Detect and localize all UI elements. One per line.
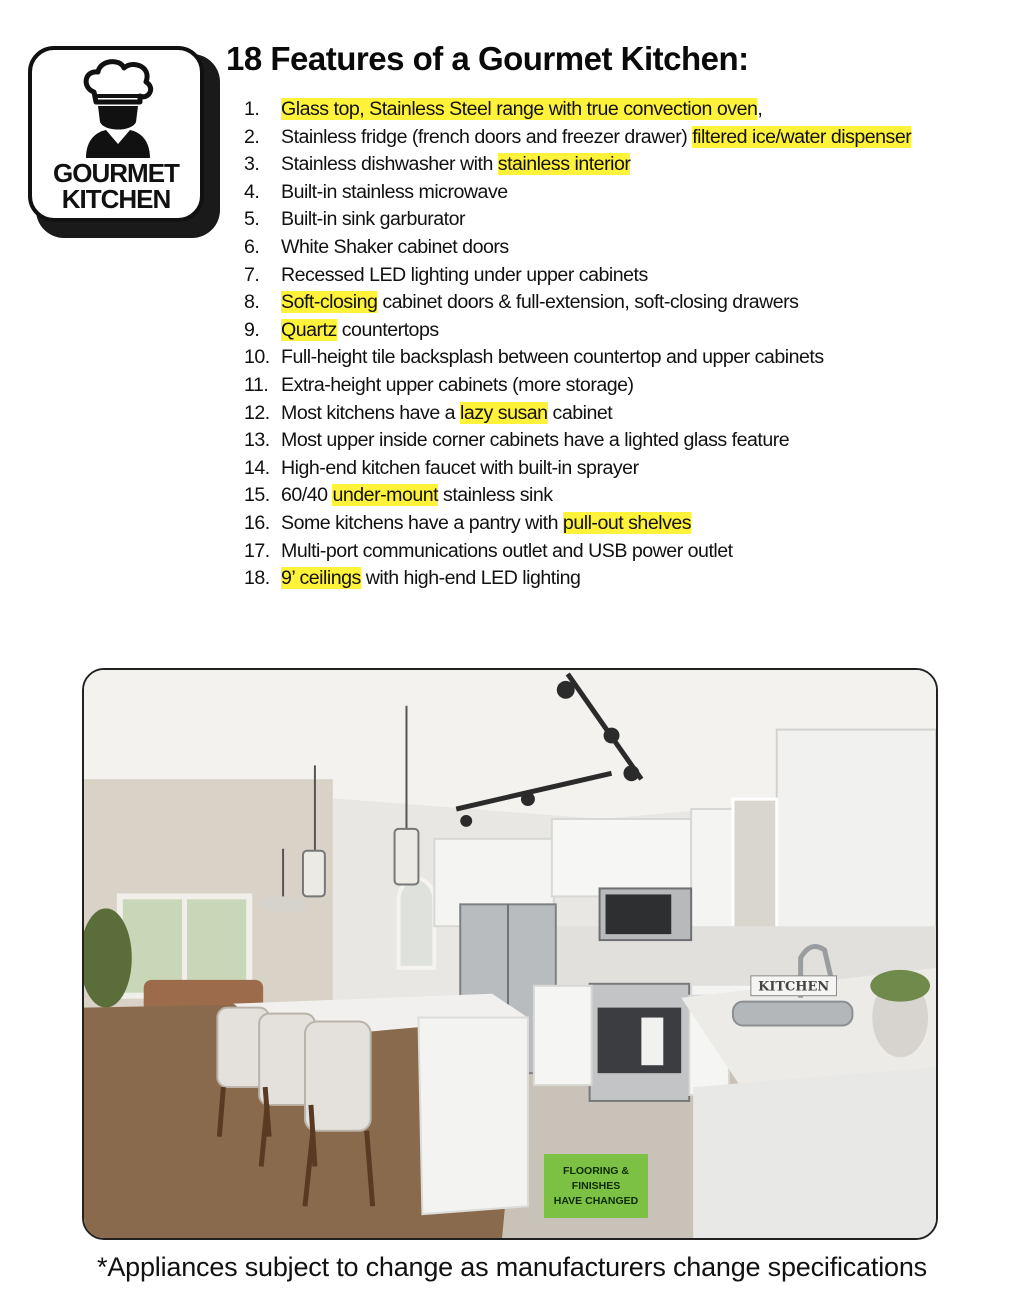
feature-number: 4. — [244, 180, 260, 203]
feature-text — [281, 538, 733, 566]
feature-text — [281, 510, 691, 538]
feature-highlight: Soft-closing — [281, 291, 378, 314]
kitchen-photo — [82, 668, 938, 1240]
chef-icon — [80, 58, 156, 158]
feature-highlight: pull-out shelves — [562, 511, 692, 534]
feature-item — [244, 179, 911, 207]
feature-text — [281, 455, 639, 483]
kitchen-sign: KITCHEN — [758, 979, 830, 995]
feature-item — [244, 234, 911, 262]
feature-number: 9. — [244, 318, 260, 341]
feature-item — [244, 96, 911, 124]
feature-item — [244, 262, 911, 290]
badge-line-1: GOURMET — [53, 158, 179, 188]
feature-text-part: Most kitchens have a — [281, 401, 460, 424]
feature-number: 6. — [244, 235, 260, 258]
feature-text — [281, 206, 465, 234]
feature-item — [244, 400, 911, 428]
feature-text — [281, 234, 509, 262]
feature-highlight: lazy susan — [460, 401, 548, 424]
feature-text — [281, 179, 508, 207]
feature-text-part: Stainless fridge (french doors and freezer drawer) — [281, 125, 693, 148]
feature-item — [244, 455, 911, 483]
page-title: 18 Features of a Gourmet Kitchen: — [226, 40, 749, 77]
feature-text — [281, 289, 798, 317]
appliance-footnote: *Appliances subject to change as manufacturers change specifications — [97, 1252, 927, 1282]
feature-text-part: Recessed LED lighting under upper cabinets — [281, 263, 648, 286]
feature-highlight: under-mount — [332, 484, 439, 507]
feature-text-part: with high-end LED lighting — [360, 567, 581, 590]
feature-text — [281, 96, 762, 124]
feature-highlight: 9’ ceilings — [281, 567, 361, 590]
feature-item — [244, 289, 911, 317]
feature-highlight: Glass top, Stainless Steel range with true convection oven — [281, 98, 758, 120]
feature-text-part: countertops — [336, 318, 439, 341]
feature-number: 14. — [244, 456, 270, 479]
feature-item — [244, 206, 911, 234]
feature-number: 12. — [244, 401, 270, 424]
feature-item — [244, 151, 911, 179]
feature-text-part: Built-in stainless microwave — [281, 180, 508, 203]
feature-text-part: cabinet — [547, 401, 613, 424]
feature-text — [281, 151, 630, 179]
badge-line-2: KITCHEN — [61, 184, 171, 214]
feature-text-part: stainless sink — [438, 484, 553, 507]
kitchen-illustration — [84, 670, 936, 1238]
feature-text — [281, 344, 824, 372]
feature-number: 10. — [244, 346, 270, 369]
feature-number: 16. — [244, 511, 270, 534]
feature-text — [281, 262, 648, 290]
feature-item — [244, 372, 911, 400]
feature-text — [281, 317, 439, 345]
feature-text — [281, 372, 634, 400]
feature-item — [244, 482, 911, 510]
feature-text-part: cabinet doors & full-extension, soft-closing drawers — [377, 291, 799, 314]
feature-text — [281, 482, 553, 510]
feature-item — [244, 317, 911, 345]
feature-number: 13. — [244, 429, 270, 452]
feature-number: 8. — [244, 291, 260, 314]
feature-text — [281, 400, 612, 428]
feature-number: 2. — [244, 125, 260, 148]
flooring-notice-label: FLOORING & FINISHES HAVE CHANGED — [544, 1154, 648, 1218]
feature-item — [244, 344, 911, 372]
feature-number: 18. — [244, 567, 270, 590]
feature-highlight: filtered ice/water dispenser — [692, 125, 912, 148]
feature-number: 11. — [244, 373, 269, 396]
gourmet-kitchen-badge — [28, 46, 204, 222]
feature-number: 5. — [244, 208, 260, 231]
feature-text-part: Stainless dishwasher with — [281, 153, 498, 176]
feature-number: 3. — [244, 153, 260, 176]
feature-text-part: , — [757, 98, 763, 120]
feature-text-part: Full-height tile backsplash between countertop and upper cabinets — [281, 346, 824, 369]
feature-text — [281, 565, 580, 593]
feature-text-part: High-end kitchen faucet with built-in sprayer — [281, 456, 639, 479]
feature-highlight: Quartz — [281, 318, 337, 341]
feature-text — [281, 124, 911, 152]
feature-number: 7. — [244, 263, 260, 286]
feature-highlight: stainless interior — [497, 153, 631, 176]
feature-text — [281, 427, 789, 455]
feature-item — [244, 427, 911, 455]
feature-number: 15. — [244, 484, 270, 507]
feature-text-part: Most upper inside corner cabinets have a lighted glass feature — [281, 429, 790, 452]
feature-item — [244, 565, 911, 593]
feature-text-part: Multi-port communications outlet and USB power outlet — [281, 539, 733, 562]
feature-text-part: Some kitchens have a pantry with — [281, 511, 563, 534]
feature-text-part: Built-in sink garburator — [281, 208, 466, 231]
feature-list — [244, 96, 911, 593]
feature-number: 17. — [244, 539, 270, 562]
feature-number: 1. — [244, 98, 260, 120]
feature-item — [244, 510, 911, 538]
feature-text-part: 60/40 — [281, 484, 333, 507]
feature-item — [244, 538, 911, 566]
feature-text-part: White Shaker cabinet doors — [281, 235, 509, 258]
feature-text-part: Extra-height upper cabinets (more storage) — [281, 373, 634, 396]
feature-item — [244, 124, 911, 152]
